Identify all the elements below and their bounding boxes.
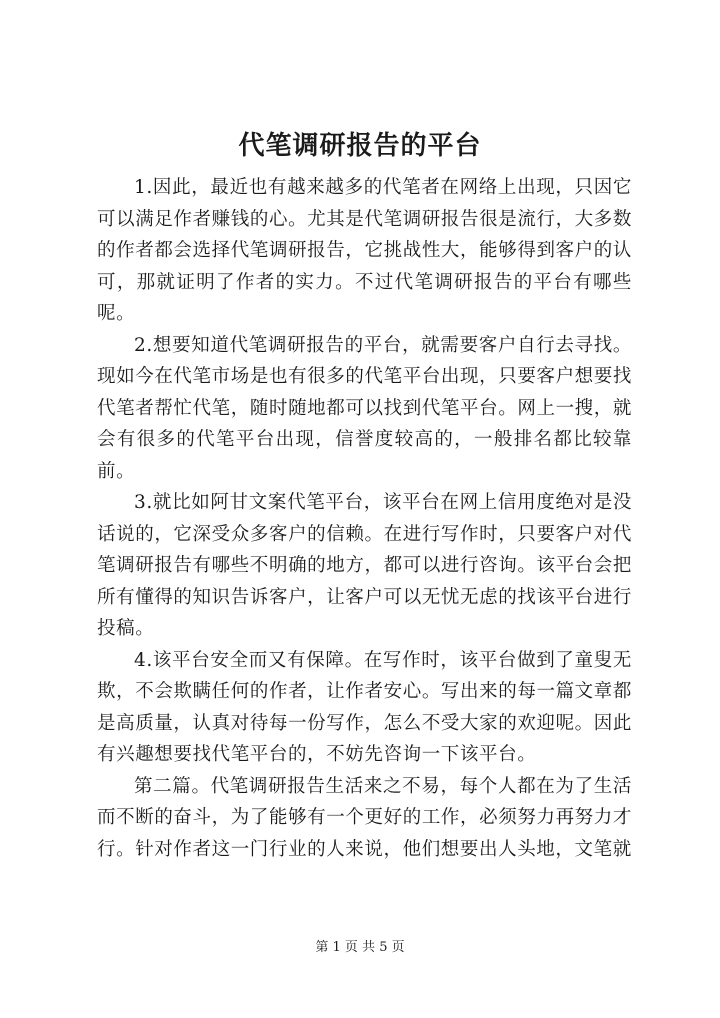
page-number-footer: 第 1 页 共 5 页 (315, 940, 405, 955)
document-body (97, 172, 632, 865)
paragraph-2: 2.想要知道代笔调研报告的平台，就需要客户自行去寻找。现如今在代笔市场是也有很多的代笔平台出现，只要客户想要找代笔者帮忙代笔，随时随地都可以找到代笔平台。网上一搜，就会有很多的代笔平台出现，信誉度较高的，一般排名都比较靠前。 (97, 334, 632, 482)
paragraph-3: 3.就比如阿甘文案代笔平台，该平台在网上信用度绝对是没话说的，它深受众多客户的信赖。在进行写作时，只要客户对代笔调研报告有哪些不明确的地方，都可以进行咨询。该平台会把所有懂得的知识告诉客户，让客户可以无忧无虑的找该平台进行投稿。 (97, 492, 632, 639)
paragraph-5: 第二篇。代笔调研报告生活来之不易，每个人都在为了生活而不断的奋斗，为了能够有一个更好的工作，必须努力再努力才行。针对作者这一门行业的人来说，他们想要出人头地，文笔就 (97, 775, 632, 860)
document-title: 代笔调研报告的平台 (238, 131, 482, 161)
paragraph-1: 1.因此，最近也有越来越多的代笔者在网络上出现，只因它可以满足作者赚钱的心。尤其是代笔调研报告很是流行，大多数的作者都会选择代笔调研报告，它挑战性大，能够得到客户的认可，那就证明了作者的实力。不过代笔调研报告的平台有哪些呢。 (97, 177, 632, 324)
paragraph-4: 4.该平台安全而又有保障。在写作时，该平台做到了童叟无欺，不会欺瞒任何的作者，让作者安心。写出来的每一篇文章都是高质量，认真对待每一份写作，怎么不受大家的欢迎呢。因此有兴趣想要找代笔平台的，不妨先咨询一下该平台。 (97, 649, 632, 765)
